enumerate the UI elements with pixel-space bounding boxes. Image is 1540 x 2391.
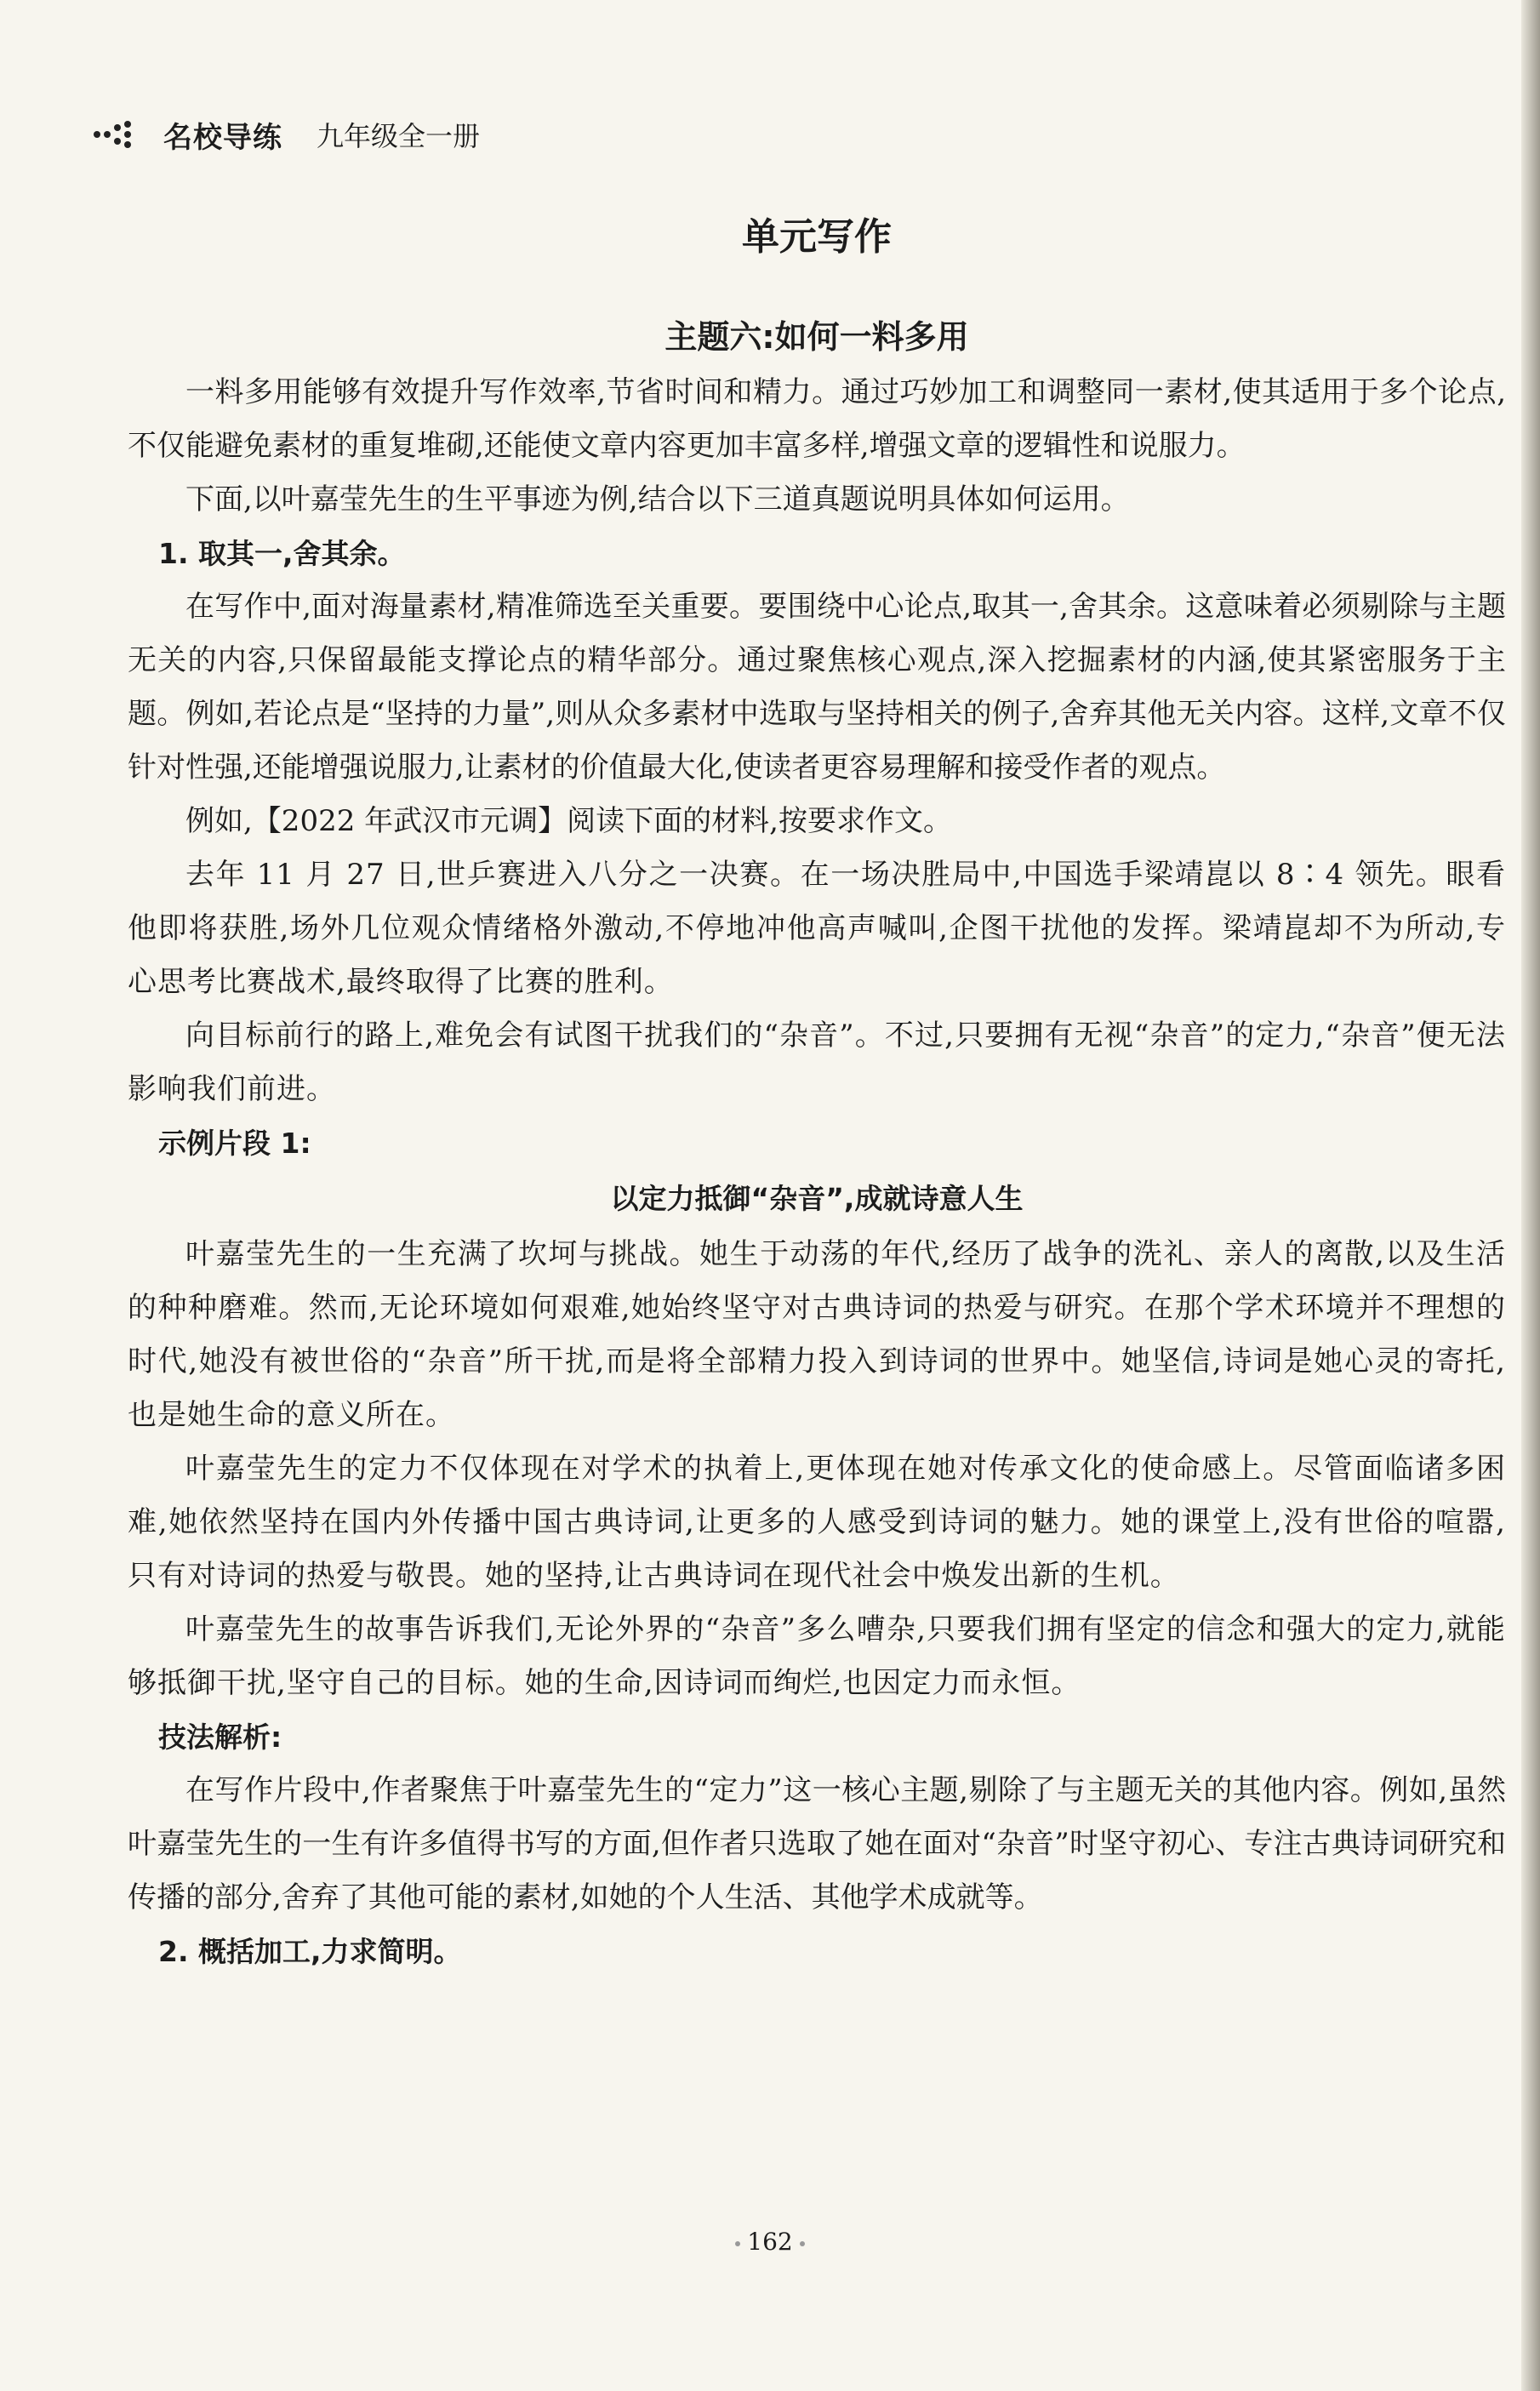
running-head <box>94 109 480 160</box>
page-number-text: 162 <box>747 2228 793 2256</box>
intro-paragraph: 一料多用能够有效提升写作效率,节省时间和精力。通过巧妙加工和调整同一素材,使其适用于多个论点,不仅能避免素材的重复堆砌,还能使文章内容更加丰富多样,增强文章的逻辑性和说服力。 <box>128 375 1506 463</box>
grade-label: 九年级全一册 <box>317 120 481 152</box>
material-paragraph-1: 去年 11 月 27 日,世乒赛进入八分之一决赛。在一场决胜局中,中国选手梁靖崑以 8∶4 领先。眼看他即将获胜,场外几位观众情绪格外激动,不停地冲他高声喊叫,企图干扰他的发挥。梁靖崑却不为所动,专心思考比赛战术,最终取得了比赛的胜利。 <box>128 858 1506 999</box>
sample-paragraph-2: 叶嘉莹先生的定力不仅体现在对学术的执着上,更体现在她对传承文化的使命感上。尽管面临诸多困难,她依然坚持在国内外传播中国古典诗词,让更多的人感受到诗词的魅力。她的课堂上,没有世俗的喧嚣,只有对诗词的热爱与敬畏。她的坚持,让古典诗词在现代社会中焕发出新的生机。 <box>128 1452 1506 1593</box>
page-number-right-dot-icon <box>800 2241 805 2246</box>
page-binding-edge <box>1521 0 1540 2391</box>
series-brand: 名校导练 <box>163 120 282 155</box>
point-1-body: 在写作中,面对海量素材,精准筛选至关重要。要围绕中心论点,取其一,舍其余。这意味着必须剔除与主题无关的内容,只保留最能支撑论点的精华部分。通过聚焦核心观点,深入挖掘素材的内涵,使其紧密服务于主题。例如,若论点是“坚持的力量”,则从众多素材中选取与坚持相关的例子,舍弃其他无关内容。这样,文章不仅针对性强,还能增强说服力,让素材的价值最大化,使读者更容易理解和接受作者的观点。 <box>128 590 1506 785</box>
section-title: 单元写作 <box>742 215 892 259</box>
sample-paragraph-3: 叶嘉莹先生的故事告诉我们,无论外界的“杂音”多么嘈杂,只要我们拥有坚定的信念和强大的定力,就能够抵御干扰,坚守自己的目标。她的生命,因诗词而绚烂,也因定力而永恒。 <box>128 1612 1506 1700</box>
point-2-heading: 2. 概括加工,力求简明。 <box>158 1935 462 1968</box>
sample-title: 以定力抵御“杂音”,成就诗意人生 <box>610 1182 1024 1215</box>
dots-logo-icon <box>94 117 153 151</box>
material-paragraph-2: 向目标前行的路上,难免会有试图干扰我们的“杂音”。不过,只要拥有无视“杂音”的定力,“杂音”便无法影响我们前进。 <box>128 1019 1506 1106</box>
exam-intro-paragraph: 例如,【2022 年武汉市元调】阅读下面的材料,按要求作文。 <box>185 804 952 838</box>
topic-title: 主题六:如何一料多用 <box>664 318 969 356</box>
main-content <box>128 204 1506 1978</box>
analysis-paragraph: 在写作片段中,作者聚焦于叶嘉莹先生的“定力”这一核心主题,剔除了与主题无关的其他内容。例如,虽然叶嘉莹先生的一生有许多值得书写的方面,但作者只选取了她在面对“杂音”时坚守初心、专注古典诗词研究和传播的部分,舍弃了其他可能的素材,如她的个人生活、其他学术成就等。 <box>128 1773 1506 1915</box>
page-number-left-dot-icon <box>735 2241 740 2246</box>
sample-label: 示例片段 1: <box>158 1127 311 1160</box>
sample-paragraph-1: 叶嘉莹先生的一生充满了坎坷与挑战。她生于动荡的年代,经历了战争的洗礼、亲人的离散,以及生活的种种磨难。然而,无论环境如何艰难,她始终坚守对古典诗词的热爱与研究。在那个学术环境并不理想的时代,她没有被世俗的“杂音”所干扰,而是将全部精力投入到诗词的世界中。她坚信,诗词是她心灵的寄托,也是她生命的意义所在。 <box>128 1237 1506 1432</box>
point-1-heading: 1. 取其一,舍其余。 <box>158 537 406 570</box>
page-number <box>0 2228 1540 2256</box>
analysis-label: 技法解析: <box>158 1720 282 1754</box>
example-lead-paragraph: 下面,以叶嘉莹先生的生平事迹为例,结合以下三道真题说明具体如何运用。 <box>185 482 1130 516</box>
